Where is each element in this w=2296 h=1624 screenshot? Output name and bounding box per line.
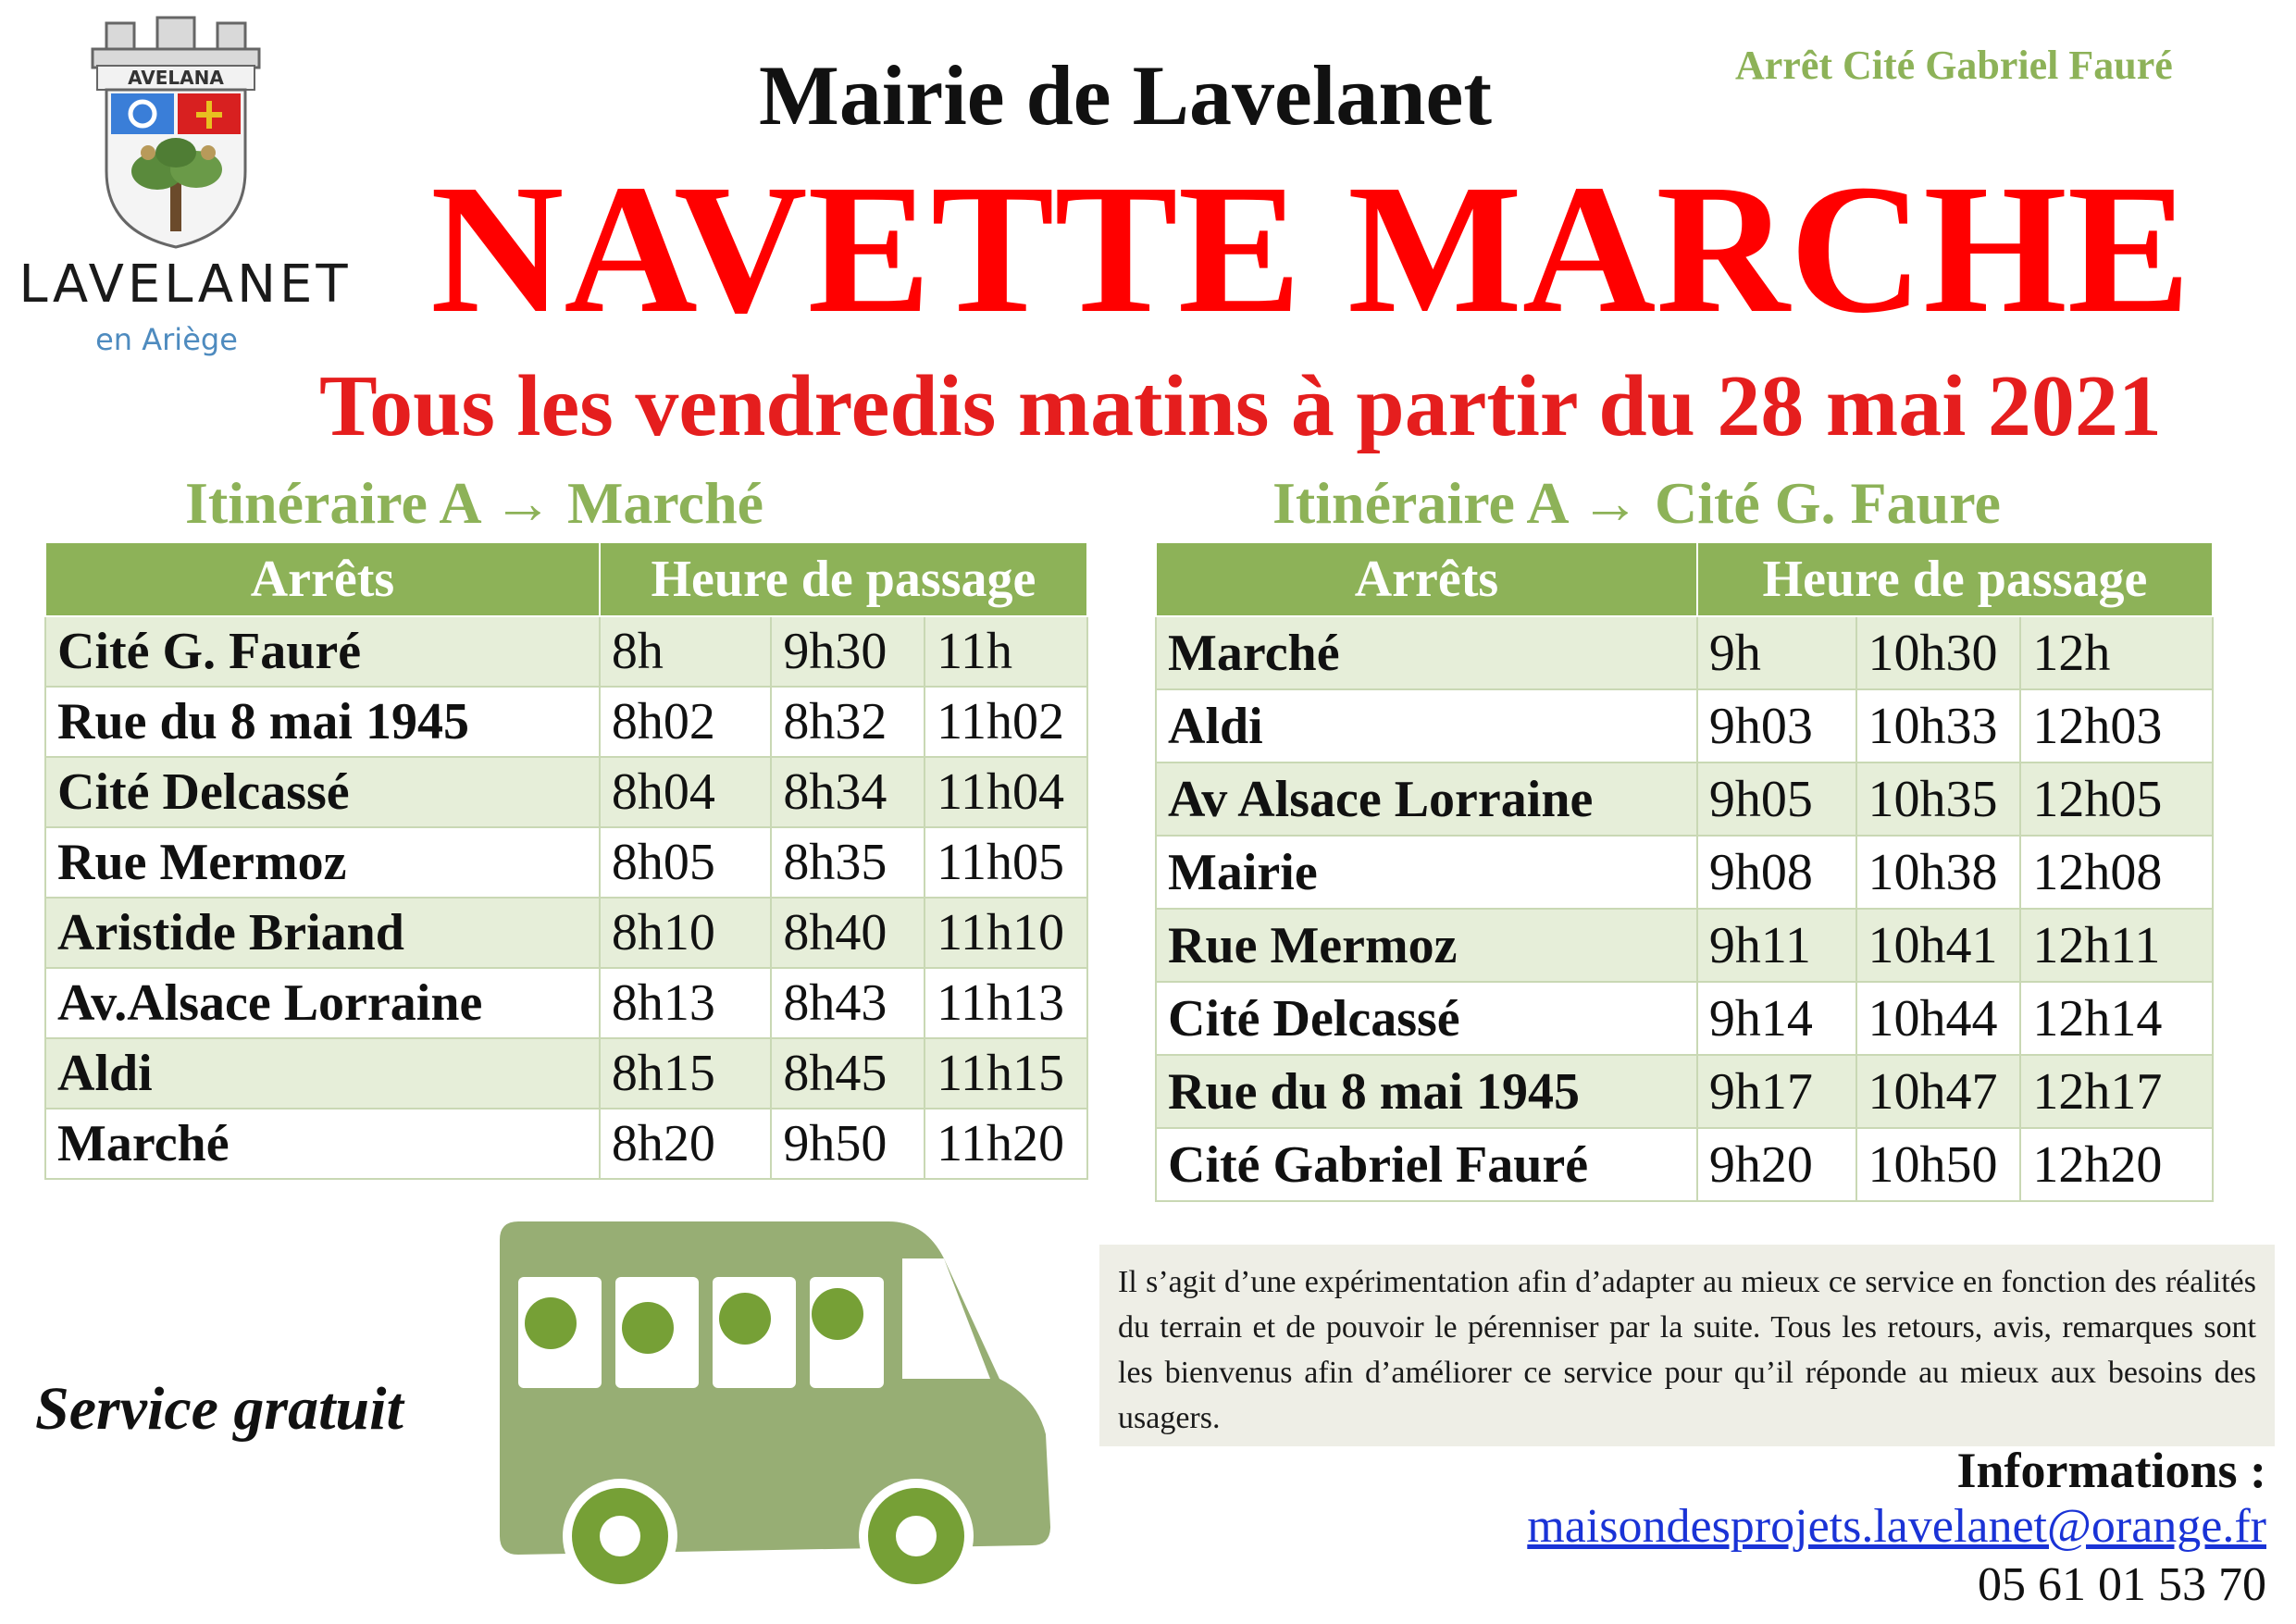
time-cell: 8h20 [600,1109,772,1179]
table-row [45,1109,1087,1179]
time-cell: 12h03 [2020,689,2213,762]
time-cell: 9h [1697,616,1856,689]
stop-name: Mairie [1156,836,1697,909]
time-cell: 10h33 [1856,689,2021,762]
time-cell: 11h04 [925,757,1087,827]
time-cell: 10h47 [1856,1055,2021,1128]
time-cell: 12h [2020,616,2213,689]
logo-banner: AVELANA [128,67,224,89]
time-cell: 8h15 [600,1038,772,1109]
schedule-subtitle: Tous les vendredis matins à partir du 28 mai 2021 [319,358,2162,454]
time-cell: 9h30 [771,616,925,687]
page-title: NAVETTE MARCHE [430,147,2191,352]
time-cell: 10h35 [1856,762,2021,836]
time-cell: 8h02 [600,687,772,757]
table-header-row [45,542,1087,616]
time-cell: 8h45 [771,1038,925,1109]
table-row [45,898,1087,968]
stop-name: Rue Mermoz [1156,909,1697,982]
stop-name: Marché [45,1109,600,1179]
contact-email-link[interactable]: maisondesprojets.lavelanet@orange.fr [1527,1500,2266,1553]
info-label: Informations : [1956,1443,2266,1498]
contact-phone: 05 61 01 53 70 [1978,1558,2266,1611]
stop-name: Rue du 8 mai 1945 [1156,1055,1697,1128]
stop-name: Av.Alsace Lorraine [45,968,600,1038]
time-cell: 11h02 [925,687,1087,757]
stop-name: Aldi [1156,689,1697,762]
time-cell: 9h20 [1697,1128,1856,1201]
table-row [1156,762,2213,836]
stop-name: Marché [1156,616,1697,689]
stop-name: Rue du 8 mai 1945 [45,687,600,757]
minibus-icon [481,1221,1074,1610]
table-row [45,687,1087,757]
time-cell: 9h08 [1697,836,1856,909]
time-cell: 12h14 [2020,982,2213,1055]
route-a-to-cite-title: Itinéraire A → Cité G. Faure [1272,470,2001,536]
stop-name: Aldi [45,1038,600,1109]
time-cell: 10h50 [1856,1128,2021,1201]
time-cell: 9h17 [1697,1055,1856,1128]
time-cell: 12h05 [2020,762,2213,836]
free-service-label: Service gratuit [35,1375,403,1443]
column-header-stops: Arrêts [45,542,600,616]
time-cell: 12h20 [2020,1128,2213,1201]
logo-region: en Ariège [95,322,238,357]
time-cell: 9h05 [1697,762,1856,836]
city-logo [19,14,352,366]
stop-name: Cité Delcassé [1156,982,1697,1055]
table-row [45,1038,1087,1109]
time-cell: 12h08 [2020,836,2213,909]
time-cell: 9h14 [1697,982,1856,1055]
table-header-row [1156,542,2213,616]
stop-name: Cité G. Fauré [45,616,600,687]
mairie-heading: Mairie de Lavelanet [759,48,1493,143]
column-header-times: Heure de passage [1697,542,2213,616]
schedule-table-to-market [44,541,1088,1180]
route-a-to-market-title: Itinéraire A → Marché [185,470,764,536]
table-row [45,757,1087,827]
time-cell: 10h30 [1856,616,2021,689]
table-row [1156,836,2213,909]
time-cell: 8h13 [600,968,772,1038]
time-cell: 8h10 [600,898,772,968]
table-row [1156,616,2213,689]
table-row [1156,1055,2213,1128]
table-row [45,968,1087,1038]
time-cell: 9h03 [1697,689,1856,762]
time-cell: 8h34 [771,757,925,827]
table-row [1156,689,2213,762]
table-row [1156,1128,2213,1201]
time-cell: 8h40 [771,898,925,968]
table-row [45,827,1087,898]
time-cell: 9h50 [771,1109,925,1179]
time-cell: 12h17 [2020,1055,2213,1128]
time-cell: 10h44 [1856,982,2021,1055]
time-cell: 11h15 [925,1038,1087,1109]
stop-label: Arrêt Cité Gabriel Fauré [1735,43,2173,88]
time-cell: 11h [925,616,1087,687]
column-header-stops: Arrêts [1156,542,1697,616]
table-row [45,616,1087,687]
time-cell: 8h35 [771,827,925,898]
stop-name: Aristide Briand [45,898,600,968]
time-cell: 8h04 [600,757,772,827]
time-cell: 9h11 [1697,909,1856,982]
stop-name: Rue Mermoz [45,827,600,898]
time-cell: 8h05 [600,827,772,898]
coat-of-arms-icon [19,14,352,254]
table-row [1156,982,2213,1055]
experiment-notice: Il s’agit d’une expérimentation afin d’adapter au mieux ce service en fonction des réalités du terrain et de pouvoir le pérenniser par la suite. Tous les retours, avis, remarques sont les bienvenus afin d’améliorer ce service pour qu’il réponde au mieux aux besoins des usagers. [1099,1245,2275,1446]
time-cell: 11h20 [925,1109,1087,1179]
time-cell: 11h13 [925,968,1087,1038]
time-cell: 8h43 [771,968,925,1038]
column-header-times: Heure de passage [600,542,1087,616]
time-cell: 11h05 [925,827,1087,898]
time-cell: 8h [600,616,772,687]
logo-city-name: LAVELANET [19,254,352,315]
stop-name: Cité Gabriel Fauré [1156,1128,1697,1201]
time-cell: 10h38 [1856,836,2021,909]
schedule-table-to-cite [1155,541,2214,1202]
time-cell: 11h10 [925,898,1087,968]
time-cell: 8h32 [771,687,925,757]
stop-name: Av Alsace Lorraine [1156,762,1697,836]
time-cell: 10h41 [1856,909,2021,982]
stop-name: Cité Delcassé [45,757,600,827]
table-row [1156,909,2213,982]
time-cell: 12h11 [2020,909,2213,982]
